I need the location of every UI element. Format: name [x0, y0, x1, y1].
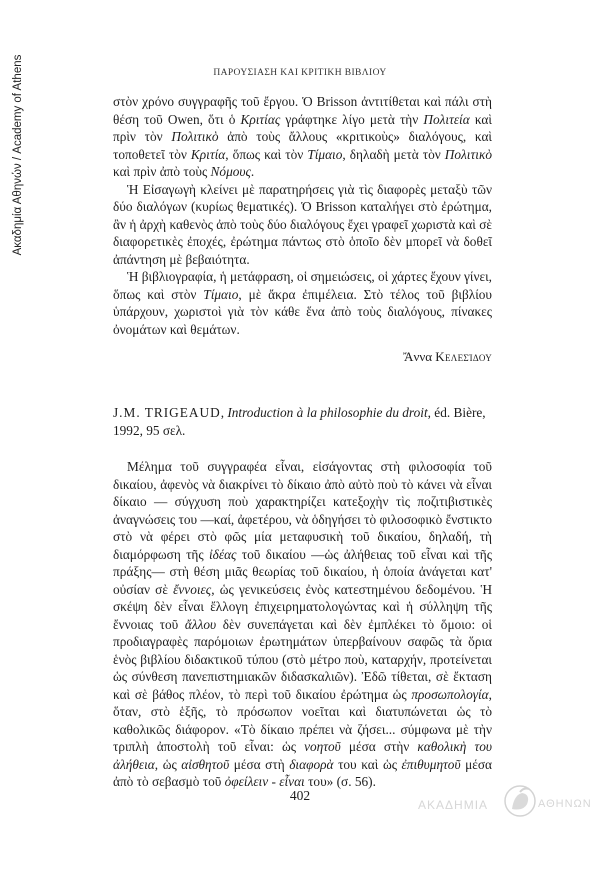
- side-label-text: Ακαδημία Αθηνών / Academy of Athens: [12, 54, 24, 256]
- athena-emblem-icon: [502, 783, 538, 823]
- review-1-paragraph-3: Ἡ βιβλιογραφία, ἡ μετάφραση, οἱ σημειώσεις, οἱ χάρτες ἔχουν γίνει, ὅπως καὶ στὸν Τίμαιο, μὲ ἄκρα ἐπιμέλεια. Στὸ τέλος τοῦ βιβλίου ὑπάρχουν, χωριστοὶ γιὰ τὸν κάθε ἕνα ἀπὸ τοὺς διαλόγους, πίνακες ὀνομάτων καὶ θεμάτων.: [113, 269, 493, 337]
- review-1-body: [113, 93, 492, 338]
- book-author: J.M. TRIGEAUD: [113, 405, 221, 420]
- book-title: Introduction à la philosophie du droit: [227, 405, 428, 420]
- review-2-body: [113, 458, 492, 791]
- review-2-paragraph-1: Μέλημα τοῦ συγγραφέα εἶναι, εἰσάγοντας στὴ φιλοσοφία τοῦ δικαίου, ἀφενὸς νὰ διακρίνει τὸ δίκαιο ἀπὸ αὐτὸ ποὺ τὸ κάνει νὰ εἶναι δίκαιο — σύγχυση ποὺ χαρακτηρίζει κατεξοχὴν τὶς ποζιτιβιστικὲς ἀναγνώσεις του —καί, ἀφετέρου, νὰ ὁδηγήσει τὸ φιλοσοφικὸ ἔνστικτο στὸ νὰ φέρει στὸ φῶς μία μεταφυσικὴ τοῦ δικαίου, δηλαδή, τὴ διαμόρφωση τῆς ἰδέας τοῦ δικαίου —ὡς ἀλήθειας τοῦ εἶναι καὶ τῆς πράξης— στὴ θέση μιᾶς θεωρίας τοῦ δικαίου, ἡ ὁποία ἀνάγεται κατ' οὐσίαν σὲ ἔννοιες, ὡς γενικεύσεις ἐνὸς κατεστημένου δεδομένου. Ἡ σκέψη δὲν εἶναι ἔλλογη ἐπιχειρηματολογώντας καὶ ἡ σύλληψη τῆς ἔννοιας τοῦ ἄλλου δὲν συνεπάγεται καὶ δὲν ἐμπλέκει τὸ ὅμοιο: οἱ προδιαγραφὲς παρόμοιων ἐρωτημάτων ὑπερβαίνουν σαφῶς τὰ ὅρια ἑνὸς βιβλίου διδακτικοῦ τύπου (στὸ μέτρο ποὺ, καταρχήν, προτείνεται ὡς σύνθεση πανεπιστημιακῶν διδασκαλιῶν). Ἐδῶ τίθεται, σὲ ἔκταση καὶ σὲ βάθος πλέον, τὸ περὶ τοῦ δικαίου ἐρώτημα ὡς προσωπολογία, ὅταν, στὸ ἑξῆς, τὸ πρόσωπον νοεῖται καὶ διατυπώνεται ὡς τὸ καθολικῶς διάφορον. «Τὸ δίκαιο πρέπει νὰ ζήσει... σύμφωνα μὲ τὴν τριπλὴ ἀποστολὴ τοῦ εἶναι: ὡς νοητοῦ μέσα στὴν καθολικὴ του ἀλήθεια, ὡς αἰσθητοῦ μέσα στὴ διαφορὰ του καὶ ὡς ἐπιθυμητοῦ μέσα ἀπὸ τὸ σεβασμὸ τοῦ ὀφείλειν - εἶναι του» (σ. 56).: [113, 459, 493, 789]
- running-head: ΠΑΡΟΥΣΙΑΣΗ ΚΑΙ ΚΡΙΤΙΚΗ ΒΙΒΛΙΟΥ: [213, 68, 387, 78]
- watermark-text-right: ΑΘΗΝΩΝ: [538, 798, 592, 810]
- review-1-paragraph-1: στὸν χρόνο συγγραφῆς τοῦ ἔργου. Ὁ Brisson ἀντιτίθεται καὶ πάλι στὴ θέση τοῦ Owen, ὅτι ὁ Κριτίας γράφτηκε λίγο μετὰ τὴν Πολιτεία καὶ πρὶν τὸν Πολιτικὸ ἀπὸ τοὺς ἄλλους «κριτικοὺς» διαλόγους, καὶ τοποθετεῖ τὸν Κριτία, ὅπως καὶ τὸν Τίμαιο, δηλαδὴ μετὰ τὸν Πολιτικὸ καὶ πρὶν ἀπὸ τοὺς Νόμους.: [113, 94, 493, 179]
- page-number: 402: [289, 788, 311, 803]
- academy-watermark: [418, 780, 598, 826]
- review-signature: Ἄννα Κελεσίδου: [403, 349, 492, 364]
- watermark-text-left: ΑΚΑΔΗΜΙΑ: [418, 798, 489, 812]
- book-details: , éd. Bière, 1992, 95 σελ.: [113, 405, 486, 438]
- review-1-paragraph-2: Ἡ Εἰσαγωγὴ κλείνει μὲ παρατηρήσεις γιὰ τὶς διαφορὲς μεταξὺ τῶν δύο διαλόγων (κυρίως θεματικές). Ὁ Brisson καταλήγει στὸ ἐρώτημα, ἂν ἡ ἀρχὴ καθενὸς ἀπὸ τοὺς δύο διαλόγους ἔχει γραφεῖ χωριστὰ καὶ σὲ διαφορετικὲς ἐποχές, ἐρώτημα πάντως στὸ ὁποῖο δὲν μπορεῖ νὰ δοθεῖ ἀπάντηση μὲ βεβαιότητα.: [113, 181, 492, 267]
- book-reference: J.M. TRIGEAUD, Introduction à la philosophie du droit, éd. Bière, 1992, 95 σελ.: [113, 405, 486, 438]
